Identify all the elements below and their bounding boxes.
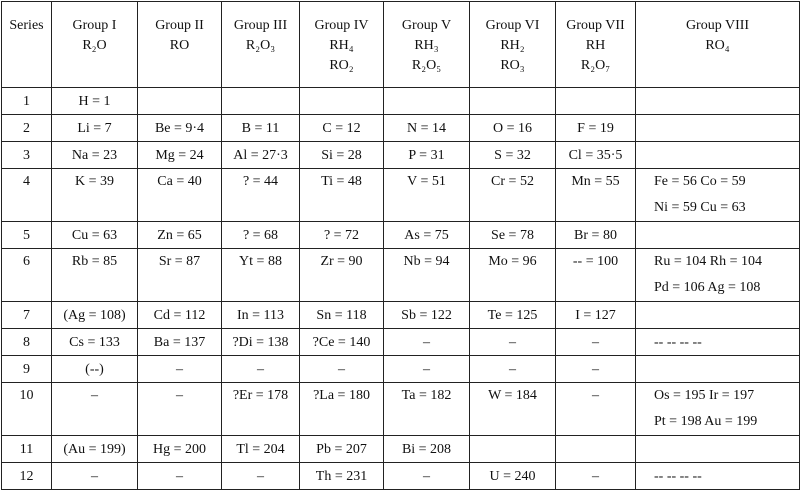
element-cell xyxy=(300,302,384,329)
table-row xyxy=(2,222,800,249)
cell-line: Ru = 104 Rh = 104 xyxy=(654,254,762,269)
element-cell xyxy=(138,142,222,169)
cell-line: ? = 44 xyxy=(242,174,279,189)
cell-line: Ta = 182 xyxy=(401,388,452,403)
element-cell xyxy=(636,142,800,169)
cell-line: Mg = 24 xyxy=(155,147,204,163)
series-cell xyxy=(2,356,52,383)
table-row xyxy=(2,249,800,302)
header-line: RH₂ xyxy=(500,38,525,53)
table-row xyxy=(2,115,800,142)
element-cell xyxy=(384,142,470,169)
element-cell xyxy=(222,436,300,463)
table-row xyxy=(2,329,800,356)
cell-line: – xyxy=(592,334,599,350)
header-line: R₂O₃ xyxy=(245,38,276,53)
element-cell xyxy=(556,169,636,222)
header-line: R₂O xyxy=(82,38,107,53)
element-cell xyxy=(222,222,300,249)
cell-line: 8 xyxy=(23,334,30,350)
element-cell xyxy=(636,249,800,302)
element-cell xyxy=(138,169,222,222)
element-cell xyxy=(636,222,800,249)
cell-line: – xyxy=(176,468,183,484)
cell-line: – xyxy=(509,334,516,350)
header-line: RH xyxy=(585,38,606,53)
element-cell xyxy=(384,436,470,463)
periodic-table xyxy=(1,1,800,490)
element-cell xyxy=(222,88,300,115)
element-cell xyxy=(636,463,800,490)
cell-line: 4 xyxy=(23,174,30,189)
cell-line: Ti = 48 xyxy=(321,174,362,189)
cell-line: Pt = 198 Au = 199 xyxy=(654,414,758,429)
cell-line: In = 113 xyxy=(236,307,285,323)
header-line: R₂O₇ xyxy=(580,58,611,73)
cell-line: Cs = 133 xyxy=(69,334,120,350)
element-cell xyxy=(470,88,556,115)
element-cell xyxy=(556,356,636,383)
cell-line: V = 51 xyxy=(407,174,446,189)
element-cell xyxy=(470,436,556,463)
element-cell xyxy=(636,88,800,115)
element-cell xyxy=(556,383,636,436)
header-line: RO₃ xyxy=(500,58,525,73)
element-cell xyxy=(636,329,800,356)
cell-line: ?Di = 138 xyxy=(232,334,289,350)
header-line: RH₃ xyxy=(414,38,439,53)
cell-line: Na = 23 xyxy=(71,147,118,163)
cell-line: – xyxy=(91,468,98,484)
element-cell xyxy=(52,115,138,142)
cell-line: – xyxy=(592,361,599,377)
header-line: Group VIII xyxy=(685,18,750,33)
cell-line: Pb = 207 xyxy=(316,441,367,457)
element-cell xyxy=(138,463,222,490)
element-cell xyxy=(384,169,470,222)
element-cell xyxy=(384,329,470,356)
cell-line: ? = 72 xyxy=(323,227,360,243)
cell-line: U = 240 xyxy=(489,468,536,484)
element-cell xyxy=(470,463,556,490)
element-cell xyxy=(300,329,384,356)
element-cell xyxy=(556,302,636,329)
header-line: Group V xyxy=(401,18,452,33)
header-group-4 xyxy=(300,2,384,88)
series-cell xyxy=(2,302,52,329)
element-cell xyxy=(470,115,556,142)
element-cell xyxy=(52,383,138,436)
cell-line: F = 19 xyxy=(577,120,614,136)
cell-line: 5 xyxy=(23,227,30,243)
element-cell xyxy=(300,142,384,169)
table-row xyxy=(2,169,800,222)
element-cell xyxy=(384,115,470,142)
cell-line: Cl = 35·5 xyxy=(568,147,623,163)
cell-line: 2 xyxy=(23,120,30,136)
element-cell xyxy=(636,383,800,436)
element-cell xyxy=(556,88,636,115)
header-group-2 xyxy=(138,2,222,88)
cell-line: Zr = 90 xyxy=(320,254,363,269)
header-line: Group VII xyxy=(566,18,625,33)
cell-line: S = 32 xyxy=(494,147,531,163)
header-line: Group III xyxy=(233,18,288,33)
cell-line: Se = 78 xyxy=(491,227,534,243)
cell-line: Si = 28 xyxy=(321,147,362,163)
cell-line: Yt = 88 xyxy=(239,254,282,269)
header-group-6 xyxy=(470,2,556,88)
cell-line: – xyxy=(257,361,264,377)
header-group-1 xyxy=(52,2,138,88)
element-cell xyxy=(384,383,470,436)
cell-line: 10 xyxy=(19,388,34,403)
element-cell xyxy=(556,115,636,142)
element-cell xyxy=(470,222,556,249)
element-cell xyxy=(384,249,470,302)
cell-line: K = 39 xyxy=(74,174,114,189)
element-cell xyxy=(138,436,222,463)
element-cell xyxy=(138,383,222,436)
element-cell xyxy=(636,169,800,222)
header-line: Series xyxy=(9,18,44,33)
header-group-7 xyxy=(556,2,636,88)
cell-line: ?Er = 178 xyxy=(232,388,289,403)
element-cell xyxy=(138,329,222,356)
cell-line: ?Ce = 140 xyxy=(312,334,371,350)
element-cell xyxy=(52,169,138,222)
cell-line: – xyxy=(257,468,264,484)
series-cell xyxy=(2,142,52,169)
element-cell xyxy=(470,329,556,356)
cell-line: Pd = 106 Ag = 108 xyxy=(654,280,761,295)
cell-line: 1 xyxy=(23,93,30,109)
series-cell xyxy=(2,88,52,115)
header-line: RH₄ xyxy=(329,38,354,53)
element-cell xyxy=(470,356,556,383)
cell-line: (--) xyxy=(85,361,104,377)
cell-line: 3 xyxy=(23,147,30,163)
cell-line: Cd = 112 xyxy=(153,307,206,323)
cell-line: Nb = 94 xyxy=(403,254,450,269)
cell-line: Tl = 204 xyxy=(236,441,285,457)
cell-line: Cr = 52 xyxy=(491,174,534,189)
table-row xyxy=(2,436,800,463)
cell-line: Mn = 55 xyxy=(571,174,620,189)
element-cell xyxy=(556,249,636,302)
element-cell xyxy=(52,436,138,463)
cell-line: P = 31 xyxy=(408,147,445,163)
cell-line: Mo = 96 xyxy=(488,254,537,269)
element-cell xyxy=(384,302,470,329)
element-cell xyxy=(300,463,384,490)
element-cell xyxy=(138,302,222,329)
series-cell xyxy=(2,249,52,302)
cell-line: Sr = 87 xyxy=(158,254,201,269)
cell-line: Cu = 63 xyxy=(71,227,118,243)
cell-line: Rb = 85 xyxy=(71,254,118,269)
element-cell xyxy=(222,249,300,302)
element-cell xyxy=(384,463,470,490)
element-cell xyxy=(138,356,222,383)
header-line: RO xyxy=(169,38,190,53)
element-cell xyxy=(52,249,138,302)
table-row xyxy=(2,383,800,436)
element-cell xyxy=(52,463,138,490)
cell-line: Hg = 200 xyxy=(152,441,206,457)
element-cell xyxy=(138,115,222,142)
cell-line: Th = 231 xyxy=(315,468,368,484)
table-row xyxy=(2,142,800,169)
element-cell xyxy=(636,302,800,329)
element-cell xyxy=(222,356,300,383)
series-cell xyxy=(2,329,52,356)
series-cell xyxy=(2,222,52,249)
element-cell xyxy=(222,115,300,142)
cell-line: Os = 195 Ir = 197 xyxy=(654,388,755,403)
element-cell xyxy=(222,169,300,222)
cell-line: – xyxy=(176,388,183,403)
element-cell xyxy=(300,115,384,142)
cell-line: Bi = 208 xyxy=(401,441,452,457)
element-cell xyxy=(636,115,800,142)
element-cell xyxy=(222,302,300,329)
cell-line: – xyxy=(423,361,430,377)
series-cell xyxy=(2,169,52,222)
header-line: RO₂ xyxy=(329,58,354,73)
element-cell xyxy=(222,329,300,356)
element-cell xyxy=(52,142,138,169)
cell-line: H = 1 xyxy=(78,93,111,109)
element-cell xyxy=(138,88,222,115)
cell-line: 9 xyxy=(23,361,30,377)
cell-line: – xyxy=(592,468,599,484)
cell-line: – xyxy=(423,334,430,350)
element-cell xyxy=(138,222,222,249)
element-cell xyxy=(222,463,300,490)
element-cell xyxy=(300,249,384,302)
element-cell xyxy=(384,356,470,383)
cell-line: Al = 27·3 xyxy=(233,147,288,163)
element-cell xyxy=(52,222,138,249)
element-cell xyxy=(222,383,300,436)
header-group-8 xyxy=(636,2,800,88)
element-cell xyxy=(470,142,556,169)
cell-line: Sb = 122 xyxy=(401,307,452,323)
cell-line: (Au = 199) xyxy=(63,441,126,457)
element-cell xyxy=(300,356,384,383)
element-cell xyxy=(138,249,222,302)
element-cell xyxy=(556,436,636,463)
header-line: Group II xyxy=(155,18,204,33)
element-cell xyxy=(556,142,636,169)
series-cell xyxy=(2,463,52,490)
header-line: Group VI xyxy=(485,18,540,33)
element-cell xyxy=(636,356,800,383)
cell-line: Ca = 40 xyxy=(157,174,202,189)
cell-line: I = 127 xyxy=(575,307,616,323)
cell-line: As = 75 xyxy=(404,227,449,243)
cell-line: – xyxy=(509,361,516,377)
cell-line: Li = 7 xyxy=(77,120,112,136)
cell-line: -- = 100 xyxy=(572,254,619,269)
series-cell xyxy=(2,383,52,436)
header-line: RO₄ xyxy=(705,38,730,53)
cell-line: Te = 125 xyxy=(487,307,538,323)
header-row xyxy=(2,2,800,88)
cell-line: ?La = 180 xyxy=(313,388,370,403)
header-line: Group IV xyxy=(314,18,369,33)
header-line: Group I xyxy=(72,18,117,33)
cell-line: – xyxy=(592,388,599,403)
element-cell xyxy=(636,436,800,463)
cell-line: Br = 80 xyxy=(574,227,617,243)
cell-line: 11 xyxy=(19,441,34,457)
element-cell xyxy=(470,249,556,302)
element-cell xyxy=(300,169,384,222)
element-cell xyxy=(52,88,138,115)
cell-line: Zn = 65 xyxy=(157,227,202,243)
cell-line: C = 12 xyxy=(322,120,361,136)
element-cell xyxy=(222,142,300,169)
series-cell xyxy=(2,115,52,142)
element-cell xyxy=(300,436,384,463)
cell-line: – xyxy=(338,361,345,377)
table-row xyxy=(2,302,800,329)
cell-line: Ni = 59 Cu = 63 xyxy=(654,200,746,215)
cell-line: – xyxy=(91,388,98,403)
cell-line: O = 16 xyxy=(492,120,532,136)
element-cell xyxy=(300,383,384,436)
cell-line: (Ag = 108) xyxy=(63,307,126,323)
element-cell xyxy=(556,329,636,356)
cell-line: Sn = 118 xyxy=(316,307,367,323)
series-cell xyxy=(2,436,52,463)
table-row xyxy=(2,463,800,490)
element-cell xyxy=(300,222,384,249)
cell-line: Be = 9·4 xyxy=(154,120,205,136)
header-group-5 xyxy=(384,2,470,88)
table-body xyxy=(2,88,800,490)
element-cell xyxy=(384,222,470,249)
cell-line: 7 xyxy=(23,307,30,323)
element-cell xyxy=(556,222,636,249)
element-cell xyxy=(470,169,556,222)
cell-line: N = 14 xyxy=(406,120,446,136)
cell-line: Ba = 137 xyxy=(153,334,206,350)
element-cell xyxy=(52,329,138,356)
cell-line: -- -- -- -- xyxy=(654,468,702,484)
element-cell xyxy=(470,302,556,329)
element-cell xyxy=(470,383,556,436)
cell-line: W = 184 xyxy=(488,388,537,403)
header-group-3 xyxy=(222,2,300,88)
header-series xyxy=(2,2,52,88)
element-cell xyxy=(52,356,138,383)
cell-line: ? = 68 xyxy=(242,227,279,243)
element-cell xyxy=(300,88,384,115)
cell-line: 6 xyxy=(23,254,30,269)
table-row xyxy=(2,88,800,115)
cell-line: -- -- -- -- xyxy=(654,334,702,350)
header-line: R₂O₅ xyxy=(411,58,442,73)
cell-line: – xyxy=(176,361,183,377)
cell-line: 12 xyxy=(19,468,34,484)
element-cell xyxy=(384,88,470,115)
cell-line: – xyxy=(423,468,430,484)
element-cell xyxy=(556,463,636,490)
table-row xyxy=(2,356,800,383)
cell-line: B = 11 xyxy=(241,120,280,136)
cell-line: Fe = 56 Co = 59 xyxy=(654,174,746,189)
element-cell xyxy=(52,302,138,329)
